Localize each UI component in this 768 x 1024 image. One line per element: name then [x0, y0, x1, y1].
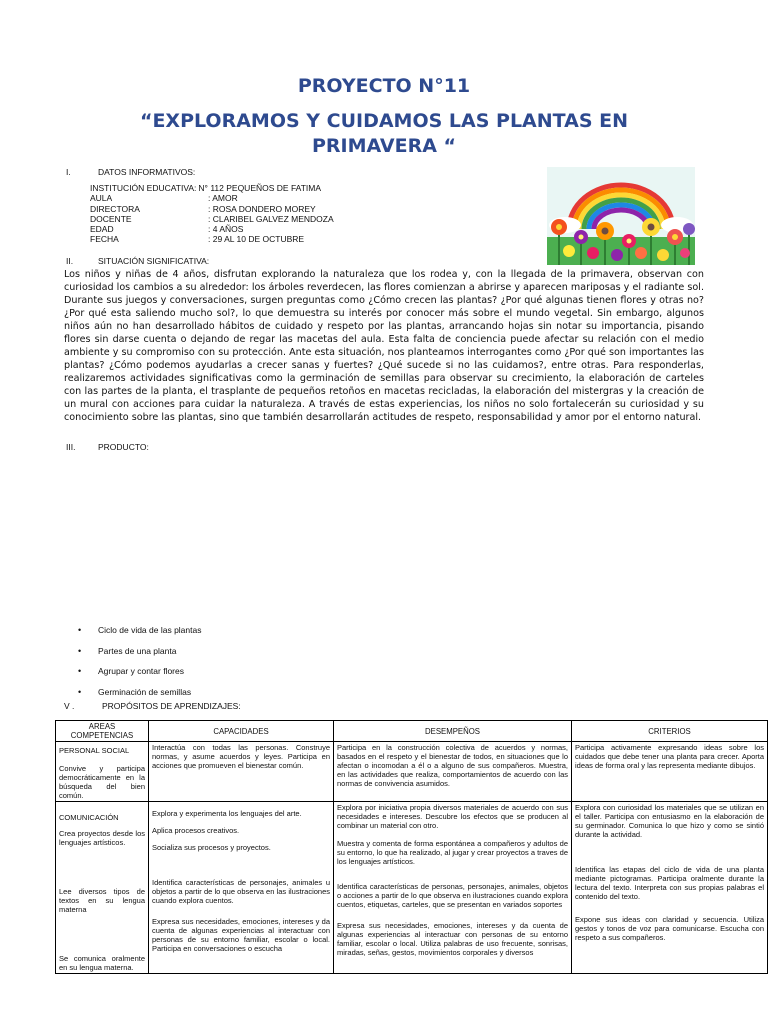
list-item: • Ciclo de vida de las plantas — [78, 625, 202, 636]
bullet-icon: • — [78, 625, 82, 636]
table-header-row — [56, 721, 768, 742]
bullet-icon: • — [78, 645, 82, 656]
table-row — [56, 802, 768, 974]
section-propositos-heading: V . PROPÓSITOS DE APRENDIZAJES: — [64, 701, 241, 711]
list-item: • Germinación de semillas — [78, 686, 192, 697]
header-desempenos: DESEMPEÑOS — [334, 721, 572, 742]
section-producto-heading: III. PRODUCTO: — [66, 442, 149, 452]
project-title: “EXPLORAMOS Y CUIDAMOS LAS PLANTAS EN PRIMAVERA “ — [139, 110, 629, 157]
bullet-icon: • — [78, 686, 82, 697]
desempenos-cell: Participa en la construcción colectiva de acuerdos y normas, basados en el respeto y el bienestar de todos, en situaciones que lo afectan o incomodan a él o a alguno de sus compañeros. Muestra, en las actividades que realiza, comportamientos de acuerdo con las normas de convivencia asumidos. — [334, 742, 572, 802]
list-item: • Partes de una planta — [78, 645, 177, 656]
table-row — [56, 742, 768, 802]
product-list — [78, 620, 201, 702]
desempenos-cell: Explora por iniciativa propia diversos materiales de acuerdo con sus necesidades e intereses. Descubre los efectos que se producen al combinar un material con otro. Muestra y comenta de forma espontánea a compañeros y adultos de su entorno, lo que ha realizado, al jugar y crear proyectos a traves de los lenguajes artísticos. Identifica características de personas, personajes, animales, objetos o acciones a partir de lo que observa en ilustraciones cuando explora cuentos, etiquetas, carteles, que se presentan en variados soportes Expresa sus necesidades, emociones, intereses y da cuenta de algunas experiencias al interactuar con personas de su entorno familiar, escolar o local. Utiliza palabras de uso frecuente, sonrisas, miradas, señas, gestos, movimientos corporales y diversos — [334, 802, 572, 974]
situacion-significativa-text: Los niños y niñas de 4 años, disfrutan explorando la naturaleza que los rodea y, con la llegada de la primavera, observan con curiosidad los cambios a su alrededor: los árboles reverdecen, las flores comienzan a abrirse y aparecen mariposas y el radiante sol. Durante sus juegos y conversaciones, surgen preguntas como ¿Cómo crecen las plantas? ¿Por qué algunas tienen flores y otras no? ¿Por qué esta saliendo mucho sol?, lo que demuestra su interés por conocer más sobre el mundo vegetal. Sin embargo, algunos niños aún no han desarrollado hábitos de cuidado y respeto por las plantas, arrancando hojas sin notar su importancia, pisando flores sin darse cuenta o dejando de regar las macetas del aula. Esta falta de conciencia puede afectar su relación con el medio ambiente y su compromiso con su protección. Ante esta situación, nos planteamos interrogantes como ¿Por qué son importantes las plantas? ¿Cómo podemos ayudarlas a crecer sanas y fuertes? ¿Qué sucede si no las cuidamos?, entre otras. Para responderlas, realizaremos actividades significativas como la germinación de semillas para observar su crecimiento, la elaboración de carteles con las partes de la planta, el trasplante de pequeños retoños en macetas recicladas, la elaboración del mistergras y la creación de un mural con acciones para cuidar la naturaleza. A través de estas experiencias, los niños no solo fortalecerán su curiosidad y su conocimiento sobre las plantas, sino que también desarrollarán actitudes de respeto, responsabilidad y amor por el entorno natural. — [64, 269, 704, 423]
list-item: • Agrupar y contar flores — [78, 666, 184, 677]
project-number-title: PROYECTO N°11 — [297, 75, 471, 97]
header-criterios: CRITERIOS — [572, 721, 768, 742]
criterios-cell: Explora con curiosidad los materiales que se utilizan en el taller. Participa con entusiasmo en la elaboración de su germinador. Comunica lo que hizo y como se sintió durante la actividad. Identifica las etapas del ciclo de vida de una planta mediante pictogramas. Participa oralmente durante la lectura del texto. Interpreta con sus propias palabras el contenido del texto. Expone sus ideas con claridad y secuencia. Utiliza gestos y tonos de voz para comunicarse. Escucha con respeto a sus compañeros. — [572, 802, 768, 974]
header-capacidades: CAPACIDADES — [149, 721, 334, 742]
section-situacion-heading: II. SITUACIÓN SIGNIFICATIVA: — [66, 256, 210, 266]
bullet-icon: • — [78, 666, 82, 677]
area-cell: PERSONAL SOCIAL Convive y participa democráticamente en la búsqueda del bien común. — [56, 742, 149, 802]
datos-informativos: INSTITUCIÓN EDUCATIVA: N° 112 PEQUEÑOS DE FATIMA AULA : AMOR DIRECTORA : ROSA DONDERO MOREY DOCENTE : CLARIBEL GALVEZ MENDOZA EDAD : 4 AÑOS FECHA : 29 AL 10 DE OCTUBRE — [90, 183, 334, 245]
criterios-cell: Participa activamente expresando ideas sobre los cuidados que debe tener una planta para crecer. Aporta ideas de forma oral y las representa mediante dibujos. — [572, 742, 768, 802]
learning-purposes-table — [55, 720, 768, 974]
header-areas: AREAS COMPETENCIAS — [56, 721, 149, 742]
area-cell: COMUNICACIÓN Crea proyectos desde los lenguajes artísticos. Lee diversos tipos de textos en su lengua materna Se comunica oralmente en su lengua materna. — [56, 802, 149, 974]
capacidades-cell: Explora y experimenta los lenguajes del arte. Aplica procesos creativos. Socializa sus procesos y proyectos. Identifica características de personajes, animales u objetos a partir de lo que observa en las ilustraciones cuando explora cuentos. Expresa sus necesidades, emociones, intereses y da cuenta de algunas experiencias al interactuar con personas de su entorno familiar, escolar o local. Participa en conversaciones o escucha — [149, 802, 334, 974]
spring-flowers-rainbow-illustration — [547, 167, 695, 265]
capacidades-cell: Interactúa con todas las personas. Construye normas, y asume acuerdos y leyes. Participa en acciones que promueven el bienestar común. — [149, 742, 334, 802]
section-datos-heading: I. DATOS INFORMATIVOS: — [66, 167, 196, 177]
